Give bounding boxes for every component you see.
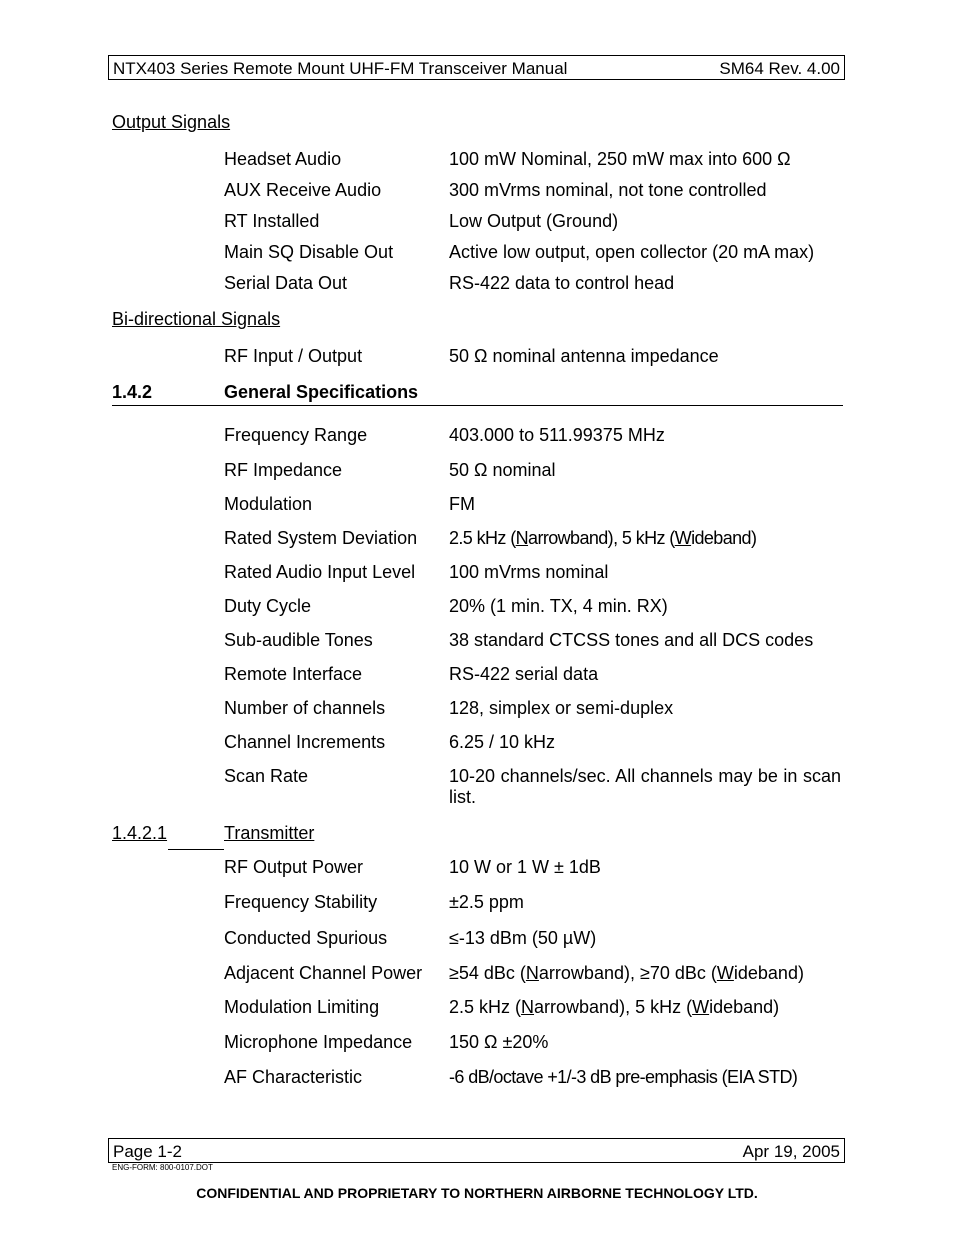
spec-value: FM: [449, 494, 475, 514]
spec-value: -6 dB/octave +1/-3 dB pre-emphasis (EIA STD): [449, 1067, 798, 1087]
spec-label: RF Input / Output: [224, 346, 363, 366]
spec-value: ±2.5 ppm: [449, 892, 524, 912]
spec-value: RS-422 data to control head: [449, 273, 675, 293]
spec-value: ≤-13 dBm (50 µW): [449, 928, 597, 948]
heading-rule: [112, 405, 843, 406]
section-number: 1.4.2: [112, 382, 153, 402]
spec-value: 300 mVrms nominal, not tone controlled: [449, 180, 767, 200]
spec-label: AF Characteristic: [224, 1067, 363, 1087]
heading-underline: [168, 849, 224, 850]
revision: SM64 Rev. 4.00: [719, 59, 840, 78]
spec-label: Rated System Deviation: [224, 528, 418, 548]
spec-label: Headset Audio: [224, 149, 342, 169]
form-id: ENG-FORM: 800-0107.DOT: [112, 1163, 213, 1172]
spec-value: 2.5 kHz (Narrowband), 5 kHz (Wideband): [449, 997, 780, 1017]
spec-label: Duty Cycle: [224, 596, 312, 616]
spec-label: Number of channels: [224, 698, 386, 718]
spec-value: 38 standard CTCSS tones and all DCS codes: [449, 630, 814, 650]
spec-label: Modulation: [224, 494, 313, 514]
spec-value: 50 Ω nominal: [449, 460, 556, 480]
page-header: [108, 55, 845, 80]
section-number: 1.4.2.1: [112, 823, 168, 843]
spec-value: 10 W or 1 W ± 1dB: [449, 857, 601, 877]
spec-value: 10-20 channels/sec. All channels may be in scan list.: [449, 766, 841, 807]
spec-label: RF Output Power: [224, 857, 364, 877]
spec-label: Remote Interface: [224, 664, 363, 684]
spec-value: 128, simplex or semi-duplex: [449, 698, 674, 718]
spec-label: Channel Increments: [224, 732, 386, 752]
spec-value: RS-422 serial data: [449, 664, 599, 684]
spec-value: 403.000 to 511.99375 MHz: [449, 425, 665, 445]
spec-label: Frequency Range: [224, 425, 368, 445]
footer-date: Apr 19, 2005: [742, 1142, 840, 1161]
section-heading: Transmitter: [224, 823, 315, 843]
spec-label: Adjacent Channel Power: [224, 963, 423, 983]
section-output-signals: Output Signals: [112, 112, 231, 132]
spec-label: Sub-audible Tones: [224, 630, 373, 650]
spec-value: 6.25 / 10 kHz: [449, 732, 556, 752]
spec-value: 20% (1 min. TX, 4 min. RX): [449, 596, 668, 616]
spec-label: Serial Data Out: [224, 273, 348, 293]
spec-label: Conducted Spurious: [224, 928, 388, 948]
spec-value: 100 mW Nominal, 250 mW max into 600 Ω: [449, 149, 791, 169]
spec-value: 150 Ω ±20%: [449, 1032, 549, 1052]
spec-value: Low Output (Ground): [449, 211, 619, 231]
spec-label: Microphone Impedance: [224, 1032, 413, 1052]
confidential-notice: CONFIDENTIAL AND PROPRIETARY TO NORTHERN AIRBORNE TECHNOLOGY LTD.: [196, 1185, 758, 1201]
spec-label: RT Installed: [224, 211, 320, 231]
spec-label: Scan Rate: [224, 766, 309, 786]
spec-value: 2.5 kHz (Narrowband), 5 kHz (Wideband): [449, 528, 757, 548]
page-number: Page 1-2: [113, 1142, 182, 1161]
spec-label: Frequency Stability: [224, 892, 378, 912]
spec-label: Modulation Limiting: [224, 997, 380, 1017]
spec-value: 100 mVrms nominal: [449, 562, 609, 582]
section-bidirectional-signals: Bi-directional Signals: [112, 309, 281, 329]
section-heading: General Specifications: [224, 382, 419, 402]
spec-value: ≥54 dBc (Narrowband), ≥70 dBc (Wideband): [449, 963, 804, 983]
spec-value: Active low output, open collector (20 mA max): [449, 242, 815, 262]
spec-label: Rated Audio Input Level: [224, 562, 416, 582]
manual-title: NTX403 Series Remote Mount UHF-FM Transceiver Manual: [113, 59, 568, 78]
spec-value: 50 Ω nominal antenna impedance: [449, 346, 719, 366]
page-footer: [108, 1138, 845, 1163]
spec-label: RF Impedance: [224, 460, 343, 480]
spec-label: Main SQ Disable Out: [224, 242, 394, 262]
spec-label: AUX Receive Audio: [224, 180, 382, 200]
